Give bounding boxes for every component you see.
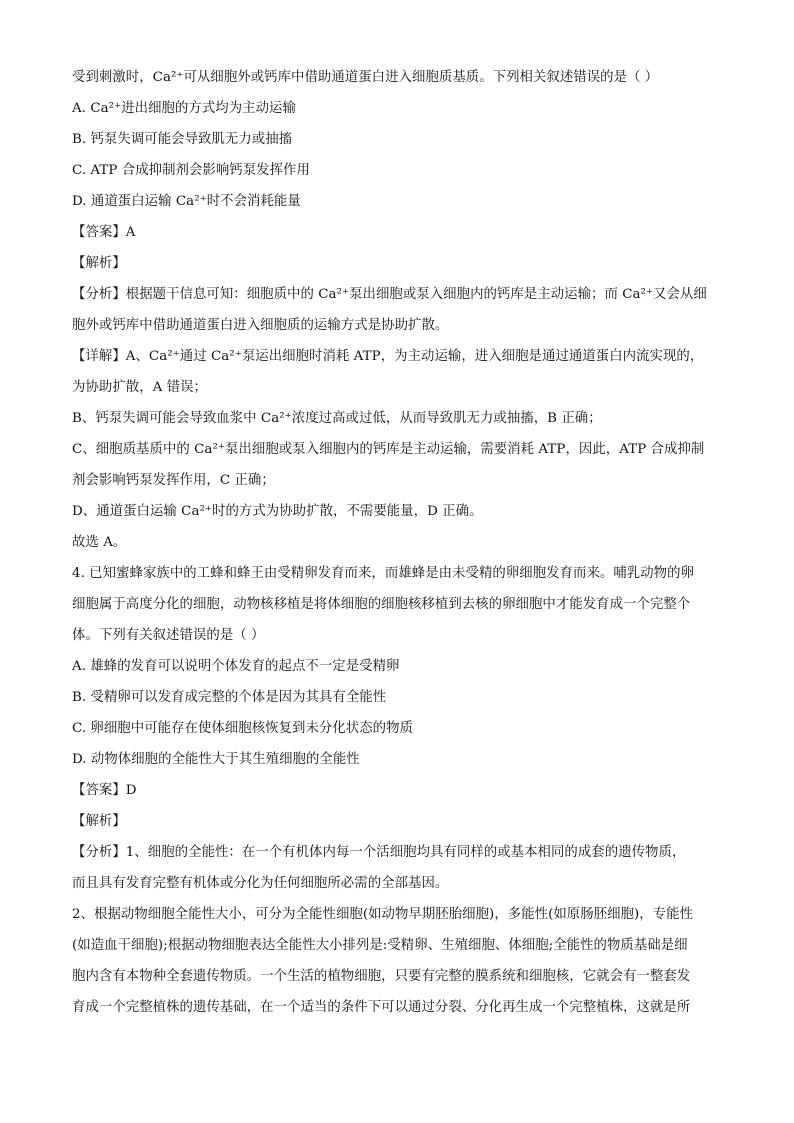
option-c: C. 卵细胞中可能存在使体细胞核恢复到未分化状态的物质: [72, 721, 414, 736]
detail-text-line: 剂会影响钙泵发挥作用，C 正确；: [72, 473, 275, 488]
detail-text-line: D、通道蛋白运输 Ca²⁺时的方式为协助扩散，不需要能量，D 正确。: [72, 504, 483, 519]
question-stem-line: 受到刺激时，Ca²⁺可从细胞外或钙库中借助通道蛋白进入细胞质基质。下列相关叙述错误的是（ ）: [72, 70, 659, 85]
question-4-stem-line: 细胞属于高度分化的细胞，动物核移植是将体细胞的细胞核移植到去核的卵细胞中才能发育成一个完整个: [72, 597, 691, 612]
conclusion-line: 故选 A。: [72, 535, 127, 550]
analysis-text-line: 育成一个完整植株的遗传基础，在一个适当的条件下可以通过分裂、分化再生成一个完整植株，这就是所: [72, 1000, 691, 1015]
analysis-text-line: 而且具有发育完整有机体或分化为任何细胞所必需的全部基因。: [72, 876, 449, 891]
option-b: B. 受精卵可以发育成完整的个体是因为其具有全能性: [72, 690, 387, 705]
analysis-text-line: 【分析】1、细胞的全能性：在一个有机体内每一个活细胞均具有同样的或基本相同的成套的遗传物质，: [72, 845, 686, 860]
analysis-heading: 【解析】: [72, 814, 126, 829]
detail-text-line: 【详解】A、Ca²⁺通过 Ca²⁺泵运出细胞时消耗 ATP，为主动运输，进入细胞是通过通道蛋白内流实现的，: [72, 349, 704, 364]
option-d: D. 通道蛋白运输 Ca²⁺时不会消耗能量: [72, 194, 301, 209]
analysis-text-line: 胞外或钙库中借助通道蛋白进入细胞质的运输方式是协助扩散。: [72, 318, 449, 333]
option-c: C. ATP 合成抑制剂会影响钙泵发挥作用: [72, 163, 310, 178]
detail-text-line: 为协助扩散，A 错误；: [72, 380, 207, 395]
analysis-text-line: 【分析】根据题干信息可知：细胞质中的 Ca²⁺泵出细胞或泵入细胞内的钙库是主动运输；而 Ca²⁺又会从细: [72, 287, 707, 302]
analysis-heading: 【解析】: [72, 256, 126, 271]
option-a: A. 雄蜂的发育可以说明个体发育的起点不一定是受精卵: [72, 659, 400, 674]
answer-label: 【答案】D: [72, 783, 137, 798]
question-4-stem-line: 体。下列有关叙述错误的是（ ）: [72, 628, 265, 643]
detail-text-line: C、细胞质基质中的 Ca²⁺泵出细胞或泵入细胞内的钙库是主动运输，需要消耗 ATP，因此，ATP 合成抑制: [72, 442, 705, 457]
question-4-stem-line: 4. 已知蜜蜂家族中的工蜂和蜂王由受精卵发育而来，而雄蜂是由未受精的卵细胞发育而来。哺乳动物的卵: [72, 566, 695, 581]
option-b: B. 钙泵失调可能会导致肌无力或抽搐: [72, 132, 293, 147]
document-page: [72, 62, 724, 1023]
option-d: D. 动物体细胞的全能性大于其生殖细胞的全能性: [72, 752, 360, 767]
detail-text-line: B、钙泵失调可能会导致血浆中 Ca²⁺浓度过高或过低，从而导致肌无力或抽搐，B 正确；: [72, 411, 602, 426]
analysis-text-line: (如造血干细胞);根据动物细胞表达全能性大小排列是:受精卵、生殖细胞、体细胞;全能性的物质基础是细: [72, 938, 688, 953]
option-a: A. Ca²⁺进出细胞的方式均为主动运输: [72, 101, 296, 116]
analysis-text-line: 胞内含有本物种全套遗传物质。一个生活的植物细胞，只要有完整的膜系统和细胞核，它就会有一整套发: [72, 969, 691, 984]
answer-label: 【答案】A: [72, 225, 136, 240]
analysis-text-line: 2、根据动物细胞全能性大小，可分为全能性细胞(如动物早期胚胎细胞)，多能性(如原肠胚细胞)，专能性: [72, 907, 694, 922]
